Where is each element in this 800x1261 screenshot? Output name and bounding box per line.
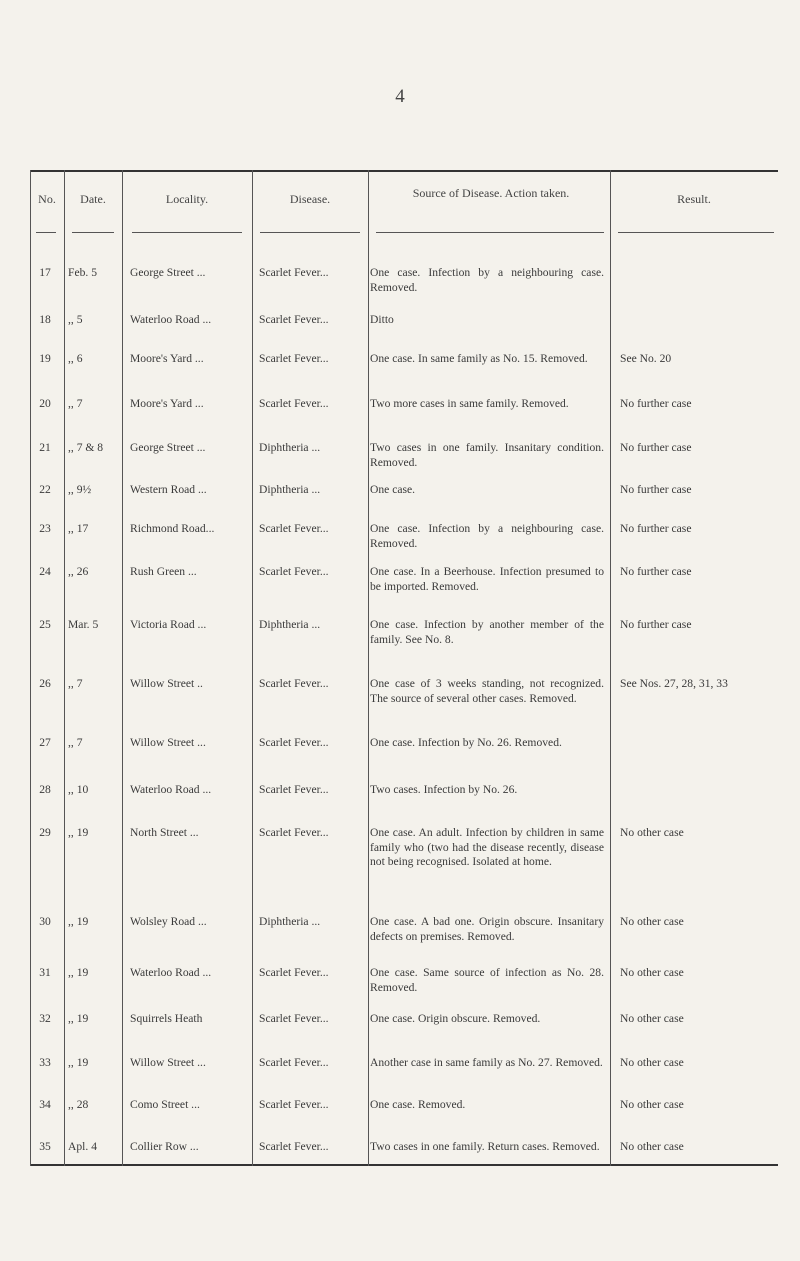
cell-result: No other case — [620, 915, 684, 928]
cell-date: ,, 7 — [68, 736, 83, 749]
cell-locality: Squirrels Heath — [130, 1012, 203, 1025]
cell-disease: Scarlet Fever... — [259, 352, 329, 365]
header-no: No. — [38, 192, 56, 206]
cell-result: No further case — [620, 522, 692, 535]
header-result: Result. — [677, 192, 711, 206]
cell-source: One case. — [370, 483, 416, 496]
cell-no: 20 — [39, 397, 51, 410]
cell-source: Two cases. Infection by No. 26. — [370, 783, 518, 796]
cell-result: No other case — [620, 1140, 684, 1153]
cell-no: 32 — [39, 1012, 51, 1025]
cell-result: See No. 20 — [620, 352, 672, 365]
cell-locality: Waterloo Road ... — [130, 966, 212, 979]
cell-locality: Waterloo Road ... — [130, 313, 212, 326]
cell-disease: Scarlet Fever... — [259, 313, 329, 326]
cell-disease: Diphtheria ... — [259, 618, 321, 631]
column-divider — [610, 170, 611, 1166]
cell-date: ,, 26 — [68, 565, 89, 578]
header-locality: Locality. — [165, 192, 209, 206]
cell-result: No other case — [620, 1012, 684, 1025]
cell-no: 21 — [39, 441, 51, 454]
cell-date: ,, 7 & 8 — [68, 441, 104, 454]
cell-date: ,, 17 — [68, 522, 89, 535]
cell-source: Two more cases in same family. Removed. — [370, 397, 569, 410]
cell-source: One case. Infection by a neighbouring case. Removed. — [370, 522, 604, 550]
cell-result: No further case — [620, 441, 692, 454]
cell-source: One case. Infection by No. 26. Removed. — [370, 736, 562, 749]
cell-no: 25 — [39, 618, 51, 631]
cell-disease: Diphtheria ... — [259, 441, 321, 454]
cell-date: ,, 6 — [68, 352, 83, 365]
cell-result: No further case — [620, 397, 692, 410]
cell-result: No other case — [620, 1098, 684, 1111]
cell-no: 35 — [39, 1140, 51, 1153]
cell-source: Another case in same family as No. 27. Removed. — [370, 1056, 603, 1069]
cell-source: Two cases in one family. Return cases. Removed. — [370, 1140, 600, 1153]
cell-locality: Wolsley Road ... — [130, 915, 207, 928]
cell-no: 19 — [39, 352, 51, 365]
cell-disease: Scarlet Fever... — [259, 522, 329, 535]
cell-date: ,, 28 — [68, 1098, 89, 1111]
cell-no: 18 — [39, 313, 51, 326]
cell-source: One case. In a Beerhouse. Infection presumed to be imported. Removed. — [370, 565, 604, 593]
cell-disease: Scarlet Fever... — [259, 565, 329, 578]
cell-source: One case. Same source of infection as No. 28. Removed. — [370, 966, 604, 994]
cell-locality: North Street ... — [130, 826, 199, 839]
cell-disease: Scarlet Fever... — [259, 266, 329, 279]
cell-disease: Scarlet Fever... — [259, 783, 329, 796]
cell-disease: Scarlet Fever... — [259, 736, 329, 749]
cell-no: 34 — [39, 1098, 51, 1111]
cell-locality: Richmond Road... — [130, 522, 215, 535]
cell-source: Ditto — [370, 313, 394, 326]
cell-disease: Scarlet Fever... — [259, 826, 329, 839]
header-underline — [132, 232, 242, 233]
cell-date: ,, 5 — [68, 313, 83, 326]
cell-no: 22 — [39, 483, 51, 496]
header-underline — [618, 232, 774, 233]
cell-no: 31 — [39, 966, 51, 979]
cell-disease: Scarlet Fever... — [259, 677, 329, 690]
cell-source: One case. Origin obscure. Removed. — [370, 1012, 541, 1025]
cell-disease: Scarlet Fever... — [259, 1098, 329, 1111]
cell-disease: Diphtheria ... — [259, 915, 321, 928]
cell-locality: Waterloo Road ... — [130, 783, 212, 796]
cell-source: One case. An adult. Infection by children in same family who (two had the disease recently, disease not being recognised. Isolated at home. — [370, 826, 604, 869]
cell-locality: Como Street ... — [130, 1098, 200, 1111]
column-divider — [64, 170, 65, 1166]
cell-no: 28 — [39, 783, 51, 796]
cell-disease: Scarlet Fever... — [259, 1056, 329, 1069]
cell-date: ,, 19 — [68, 915, 89, 928]
cell-locality: Collier Row ... — [130, 1140, 199, 1153]
cell-no: 33 — [39, 1056, 51, 1069]
header-disease: Disease. — [289, 192, 331, 206]
cell-result: No further case — [620, 618, 692, 631]
cell-date: ,, 19 — [68, 966, 89, 979]
cell-no: 23 — [39, 522, 51, 535]
header-date: Date. — [80, 192, 106, 206]
cell-disease: Scarlet Fever... — [259, 966, 329, 979]
cell-locality: George Street ... — [130, 441, 206, 454]
cell-source: One case. In same family as No. 15. Removed. — [370, 352, 588, 365]
cell-source: One case of 3 weeks standing, not recognized. The source of several other cases. Removed. — [370, 677, 604, 705]
header-source: Source of Disease. Action taken. — [412, 186, 570, 200]
cell-locality: Victoria Road ... — [130, 618, 207, 631]
cell-disease: Scarlet Fever... — [259, 1140, 329, 1153]
header-underline — [72, 232, 114, 233]
cell-disease: Scarlet Fever... — [259, 397, 329, 410]
cell-locality: Willow Street .. — [130, 677, 203, 690]
cell-no: 29 — [39, 826, 51, 839]
cell-date: ,, 7 — [68, 397, 83, 410]
cell-source: Two cases in one family. Insanitary condition. Removed. — [370, 441, 604, 469]
cell-locality: Western Road ... — [130, 483, 207, 496]
cell-source: One case. Infection by another member of the family. See No. 8. — [370, 618, 604, 646]
cell-no: 17 — [39, 266, 51, 279]
cell-disease: Scarlet Fever... — [259, 1012, 329, 1025]
header-underline — [376, 232, 604, 233]
table-bottom-rule — [30, 1164, 778, 1166]
header-underline — [36, 232, 56, 233]
cell-date: ,, 7 — [68, 677, 83, 690]
cell-result: No other case — [620, 826, 684, 839]
cell-locality: Willow Street ... — [130, 736, 206, 749]
cell-result: No further case — [620, 483, 692, 496]
cell-source: One case. Infection by a neighbouring case. Removed. — [370, 266, 604, 294]
cell-date: ,, 9½ — [68, 483, 92, 496]
cell-result: No other case — [620, 966, 684, 979]
cell-locality: Willow Street ... — [130, 1056, 206, 1069]
cell-disease: Diphtheria ... — [259, 483, 321, 496]
cell-date: Mar. 5 — [68, 618, 99, 631]
cell-locality: George Street ... — [130, 266, 206, 279]
cell-date: ,, 19 — [68, 1012, 89, 1025]
cell-source: One case. Removed. — [370, 1098, 466, 1111]
cell-result: No other case — [620, 1056, 684, 1069]
cell-date: ,, 19 — [68, 826, 89, 839]
cell-date: ,, 19 — [68, 1056, 89, 1069]
cell-result: No further case — [620, 565, 692, 578]
cell-date: Apl. 4 — [68, 1140, 97, 1153]
cell-no: 27 — [39, 736, 51, 749]
cell-source: One case. A bad one. Origin obscure. Insanitary defects on premises. Removed. — [370, 915, 604, 943]
table-top-rule — [30, 170, 778, 172]
cell-date: Feb. 5 — [68, 266, 97, 279]
disease-table — [30, 170, 778, 1166]
cell-no: 30 — [39, 915, 51, 928]
header-underline — [260, 232, 360, 233]
cell-date: ,, 10 — [68, 783, 89, 796]
cell-locality: Moore's Yard ... — [130, 397, 204, 410]
cell-locality: Moore's Yard ... — [130, 352, 204, 365]
page-number: 4 — [395, 86, 405, 107]
cell-no: 26 — [39, 677, 51, 690]
cell-locality: Rush Green ... — [130, 565, 197, 578]
cell-no: 24 — [39, 565, 51, 578]
cell-result: See Nos. 27, 28, 31, 33 — [620, 677, 728, 690]
